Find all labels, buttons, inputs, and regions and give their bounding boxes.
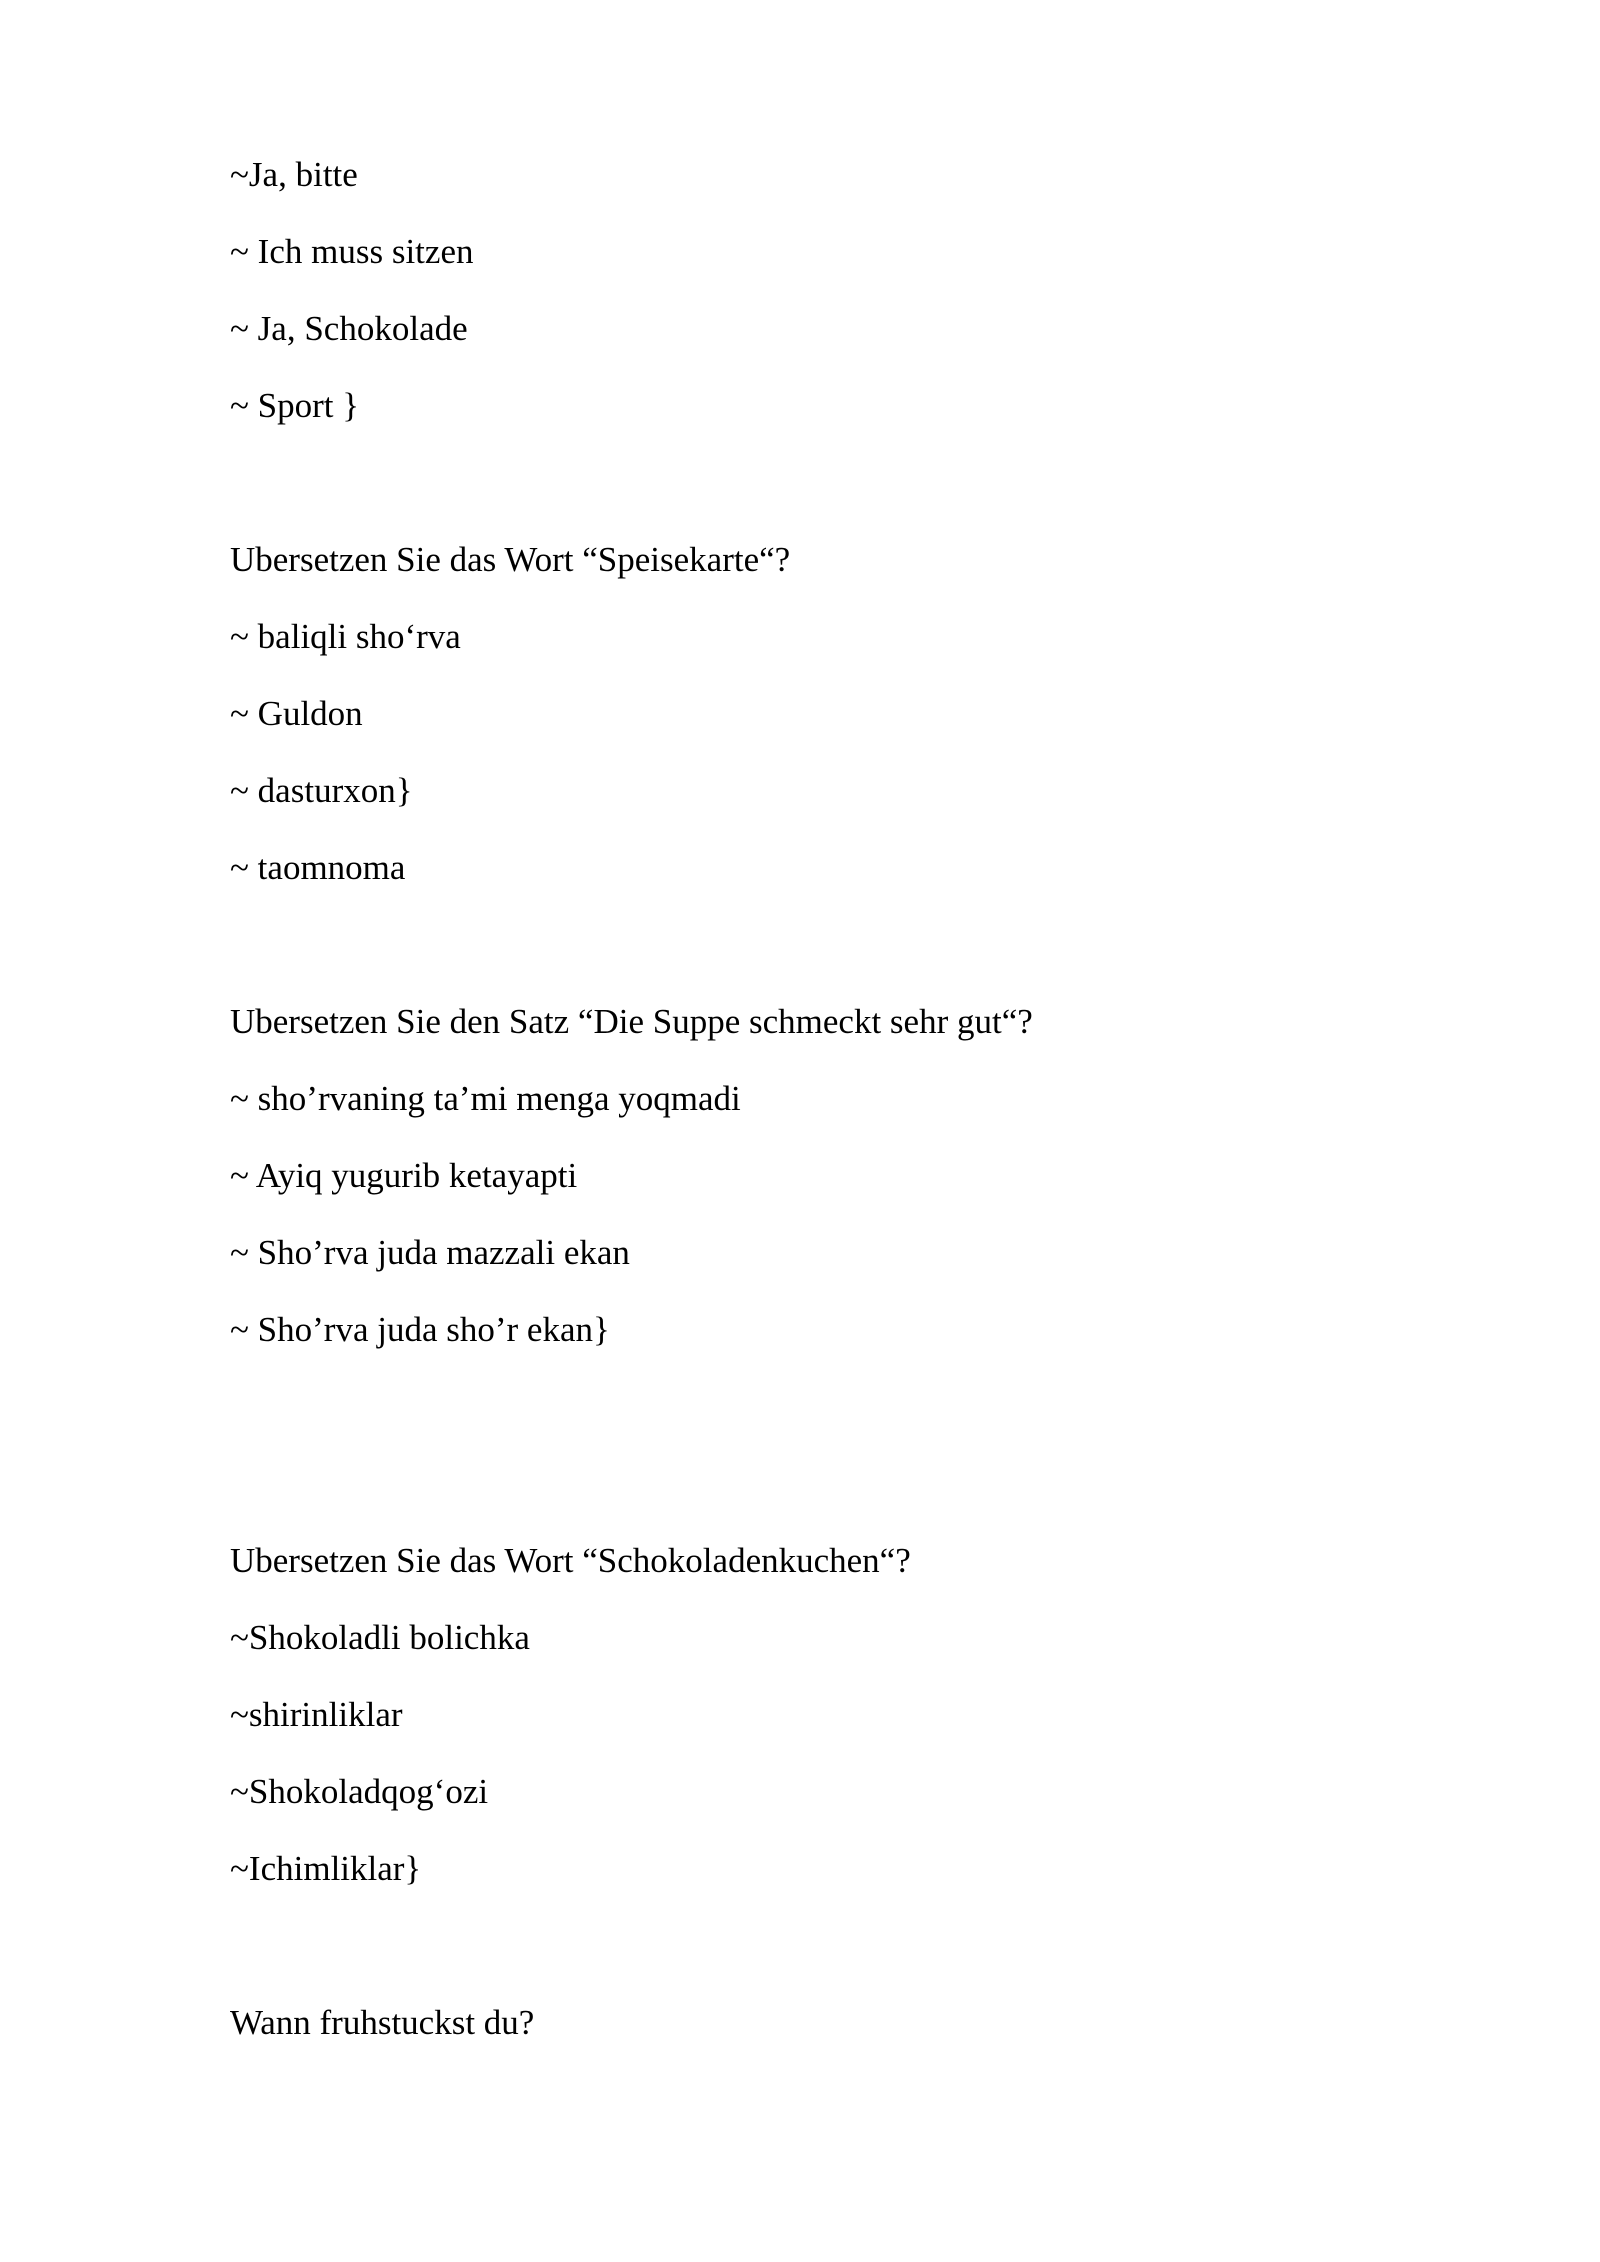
answer-option: ~ baliqli sho‘rva [230, 617, 461, 656]
answer-option: ~ sho’rvaning ta’mi menga yoqmadi [230, 1079, 741, 1118]
answer-option: ~ Sho’rva juda sho’r ekan} [230, 1310, 610, 1349]
answer-option: ~ dasturxon} [230, 771, 413, 810]
question-text: Ubersetzen Sie das Wort “Schokoladenkuchen“? [230, 1541, 911, 1580]
answer-option: ~ taomnoma [230, 848, 406, 887]
question-text: Wann fruhstuckst du? [230, 2003, 535, 2042]
question-text: Ubersetzen Sie das Wort “Speisekarte“? [230, 540, 791, 579]
question-text: Ubersetzen Sie den Satz “Die Suppe schmeckt sehr gut“? [230, 1002, 1033, 1041]
answer-option: ~ Ayiq yugurib ketayapti [230, 1156, 578, 1195]
answer-option: ~Ja, bitte [230, 155, 358, 194]
answer-option: ~Shokoladli bolichka [230, 1618, 530, 1657]
answer-option: ~ Guldon [230, 694, 363, 733]
answer-option: ~ Sport } [230, 386, 360, 425]
answer-option: ~shirinliklar [230, 1695, 403, 1734]
answer-option: ~Ichimliklar} [230, 1849, 422, 1888]
answer-option: ~ Ich muss sitzen [230, 232, 474, 271]
answer-option: ~Shokoladqog‘ozi [230, 1772, 489, 1811]
answer-option: ~ Sho’rva juda mazzali ekan [230, 1233, 630, 1272]
answer-option: ~ Ja, Schokolade [230, 309, 468, 348]
